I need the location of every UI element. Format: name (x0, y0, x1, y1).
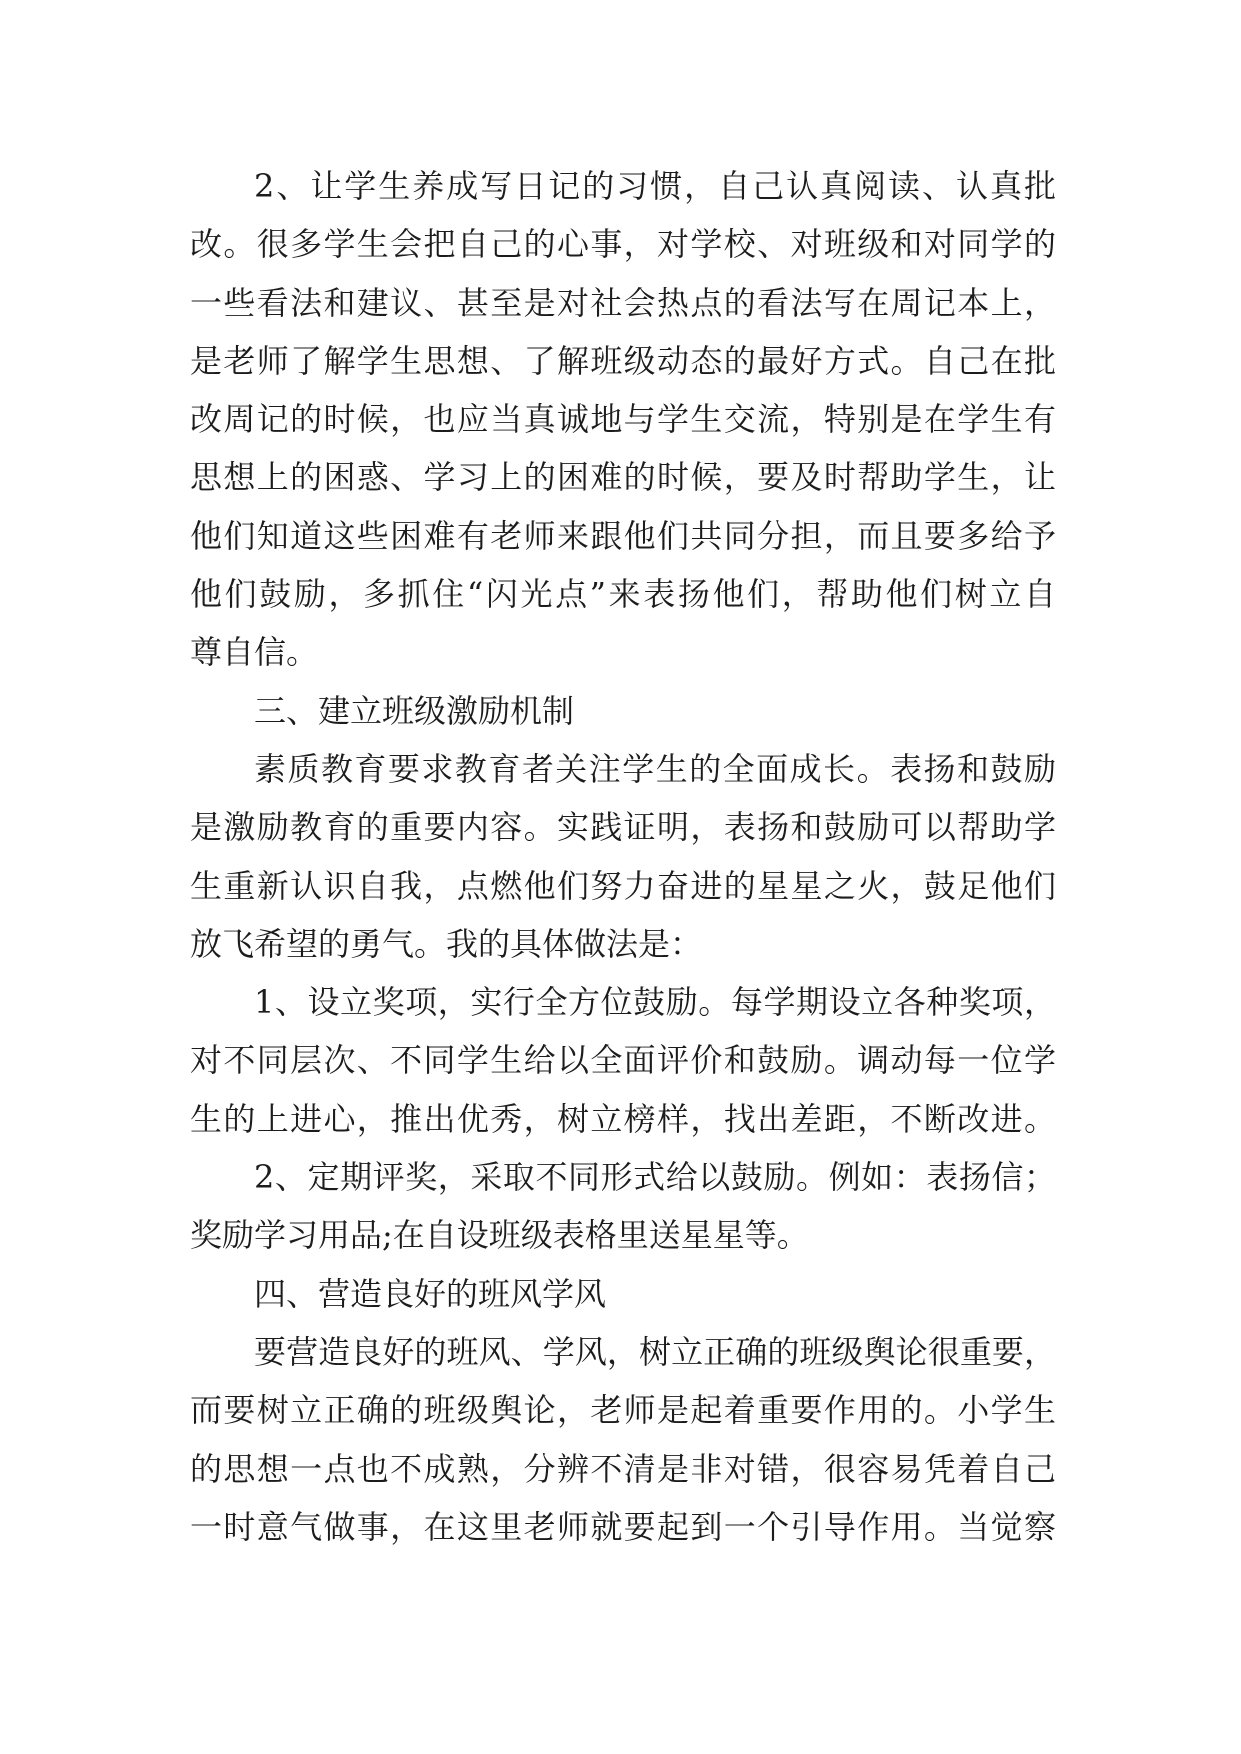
text-line: 改。很多学生会把自己的心事，对学校、对班级和对同学的 (190, 225, 1056, 264)
text-line: 2、让学生养成写日记的习惯，自己认真阅读、认真批 (254, 167, 1056, 205)
text-line: 尊自信。 (190, 633, 319, 672)
text-line: 改周记的时候，也应当真诚地与学生交流，特别是在学生有 (190, 400, 1056, 439)
text-line: 2、定期评奖，采取不同形式给以鼓励。例如：表扬信； (254, 1158, 1056, 1197)
body-text (190, 157, 1056, 1556)
text-line: 思想上的困惑、学习上的困难的时候，要及时帮助学生，让 (190, 458, 1056, 497)
paragraph-regular-awards (190, 1148, 1056, 1265)
paragraph-diary-habit (190, 157, 1056, 682)
text-line: 奖励学习用品;在自设班级表格里送星星等。 (190, 1216, 809, 1255)
text-line: 是老师了解学生思想、了解班级动态的最好方式。自己在批 (190, 341, 1056, 380)
text-line: 要营造良好的班风、学风，树立正确的班级舆论很重要， (254, 1332, 1056, 1371)
text-line: 素质教育要求教育者关注学生的全面成长。表扬和鼓励 (254, 749, 1056, 788)
paragraph-class-atmosphere (190, 1323, 1056, 1556)
section-heading: 三、建立班级激励机制 (254, 691, 575, 730)
text-line: 而要树立正确的班级舆论，老师是起着重要作用的。小学生 (190, 1391, 1056, 1430)
text-line: 1、设立奖项，实行全方位鼓励。每学期设立各种奖项， (254, 983, 1056, 1022)
paragraph-incentive-intro (190, 740, 1056, 973)
text-line: 的思想一点也不成熟，分辨不清是非对错，很容易凭着自己 (190, 1449, 1056, 1488)
text-line: 一时意气做事，在这里老师就要起到一个引导作用。当觉察 (190, 1507, 1056, 1546)
paragraph-set-awards (190, 973, 1056, 1148)
text-line: 对不同层次、不同学生给以全面评价和鼓励。调动每一位学 (190, 1041, 1056, 1080)
text-line: 一些看法和建议、甚至是对社会热点的看法写在周记本上， (190, 283, 1056, 322)
text-line: 他们知道这些困难有老师来跟他们共同分担，而且要多给予 (190, 516, 1056, 555)
text-line: 生重新认识自我，点燃他们努力奋进的星星之火，鼓足他们 (190, 866, 1056, 905)
text-line: 生的上进心，推出优秀，树立榜样，找出差距，不断改进。 (190, 1099, 1056, 1138)
section-heading: 四、营造良好的班风学风 (254, 1274, 607, 1313)
text-line: 是激励教育的重要内容。实践证明，表扬和鼓励可以帮助学 (190, 808, 1056, 847)
text-line: 放飞希望的勇气。我的具体做法是： (190, 924, 703, 963)
text-line: 他们鼓励，多抓住“闪光点”来表扬他们，帮助他们树立自 (190, 575, 1056, 614)
